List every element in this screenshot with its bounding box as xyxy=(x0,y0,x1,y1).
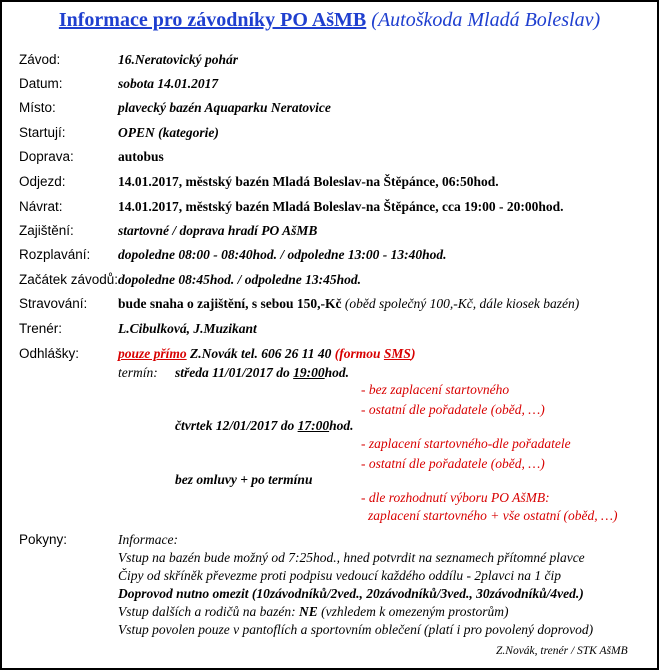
instruction-line-3: Doprovod nutno omezit (10závodníků/2ved., 20závodníků/3ved., 30závodníků/4ved.) xyxy=(118,586,584,601)
row-value: 14.01.2017, městský bazén Mladá Boleslav-na Štěpánce, cca 19:00 - 20:00hod. xyxy=(118,199,564,214)
row-value: sobota 14.01.2017 xyxy=(118,76,219,91)
row-value: startovné / doprava hradí PO AšMB xyxy=(118,223,318,238)
contact-phone: Z.Novák tel. 606 26 11 40 xyxy=(190,346,332,361)
row-zajisteni xyxy=(0,221,655,241)
row-label: Místo: xyxy=(19,100,56,115)
page-title xyxy=(0,9,659,32)
row-value: plavecký bazén Aquaparku Neratovice xyxy=(118,100,331,115)
instructions-label: Pokyny: xyxy=(19,532,68,547)
row-trener xyxy=(0,319,655,339)
deadline-1-suffix: hod. xyxy=(324,365,350,380)
row-value xyxy=(118,294,579,314)
deadline-2 xyxy=(175,417,354,435)
form-close: ) xyxy=(410,346,416,361)
row-label: Návrat: xyxy=(19,199,63,214)
row-label: Trenér: xyxy=(19,321,63,336)
row-label: Rozplavání: xyxy=(19,247,91,262)
row-misto xyxy=(0,98,655,118)
catering-note: (oběd společný 100,-Kč, dále kiosek bazén) xyxy=(344,296,580,311)
deadline-1-note-1: - bez zaplacení startovného xyxy=(361,382,510,397)
form-open: (formou xyxy=(334,346,381,361)
deadline-3-note-1: - dle rozhodnutí výboru PO AšMB: xyxy=(361,490,550,505)
deadline-2-suffix: hod. xyxy=(329,418,354,433)
instruction-line-4-reason: (vzhledem k omezeným prostorům) xyxy=(321,604,509,619)
row-zavod xyxy=(0,50,655,70)
row-label: Stravování: xyxy=(19,296,88,311)
deadline-3-note-2: zaplacení startovného + vše ostatní (oběd, …) xyxy=(368,508,618,523)
instruction-line-5: Vstup povolen pouze v pantoflích a sportovním oblečení (platí i pro povolený doprovod) xyxy=(118,622,594,637)
row-value: OPEN (kategorie) xyxy=(118,125,219,140)
row-value: autobus xyxy=(118,149,164,164)
row-label: Začátek závodů: xyxy=(19,272,119,287)
instruction-line-4-ne: NE xyxy=(298,604,318,619)
deadline-2-date: čtvrtek 12/01/2017 do xyxy=(175,418,295,433)
row-zacatek-zavodu xyxy=(0,270,655,290)
row-label: Odjezd: xyxy=(19,174,66,189)
sms-label: SMS xyxy=(383,346,411,361)
row-navrat xyxy=(0,197,655,217)
row-odhlasky xyxy=(0,344,655,364)
deadline-3: bez omluvy + po termínu xyxy=(175,472,313,487)
row-datum xyxy=(0,74,655,94)
term-label: termín: xyxy=(118,365,158,380)
deadline-1 xyxy=(175,364,349,382)
row-rozplavani xyxy=(0,245,655,265)
row-doprava xyxy=(0,147,655,167)
instruction-line-4-text: Vstup dalších a rodičů na bazén: xyxy=(118,604,296,619)
title-main: Informace pro závodníky PO AšMB xyxy=(58,9,367,31)
only-direct: pouze přímo xyxy=(118,346,187,361)
deadline-1-note-2: - ostatní dle pořadatele (oběd, …) xyxy=(361,402,545,417)
row-label: Datum: xyxy=(19,76,63,91)
deadline-1-time: 19:00 xyxy=(293,365,325,380)
row-label: Zajištění: xyxy=(19,223,74,238)
row-odjezd xyxy=(0,172,655,192)
deadline-1-date: středa 11/01/2017 do xyxy=(175,365,290,380)
deadline-2-note-1: - zaplacení startovného-dle pořadatele xyxy=(361,436,571,451)
deadline-2-note-2: - ostatní dle pořadatele (oběd, …) xyxy=(361,456,545,471)
row-value: 16.Neratovický pohár xyxy=(118,52,238,67)
deadline-2-time: 17:00 xyxy=(297,418,330,433)
row-value: 14.01.2017, městský bazén Mladá Boleslav-na Štěpánce, 06:50hod. xyxy=(118,174,499,189)
row-stravovani xyxy=(0,294,655,314)
instruction-line-4 xyxy=(118,602,508,621)
instruction-line-2: Čipy od skříněk převezme proti podpisu vedoucí každého oddílu - 2plavci na 1 čip xyxy=(118,568,562,583)
catering-main: bude snaha o zajištění, s sebou 150,-Kč xyxy=(118,296,342,311)
row-label: Doprava: xyxy=(19,149,74,164)
row-label: Odhlášky: xyxy=(19,346,80,361)
title-subtitle: (Autoškoda Mladá Boleslav) xyxy=(371,9,601,31)
row-label: Závod: xyxy=(19,52,61,67)
instruction-line-1: Vstup na bazén bude možný od 7:25hod., hned potvrdit na seznamech přítomné plavce xyxy=(118,550,585,565)
instructions-heading: Informace: xyxy=(118,532,178,547)
footer-signature: Z.Novák, trenér / STK AšMB xyxy=(496,645,628,657)
row-startuji xyxy=(0,123,655,143)
row-value: L.Cibulková, J.Muzikant xyxy=(118,321,257,336)
registration-contact-line xyxy=(118,344,415,364)
row-label: Startují: xyxy=(19,125,66,140)
row-value: dopoledne 08:45hod. / odpoledne 13:45hod. xyxy=(118,272,361,287)
row-value: dopoledne 08:00 - 08:40hod. / odpoledne 13:00 - 13:40hod. xyxy=(118,247,447,262)
